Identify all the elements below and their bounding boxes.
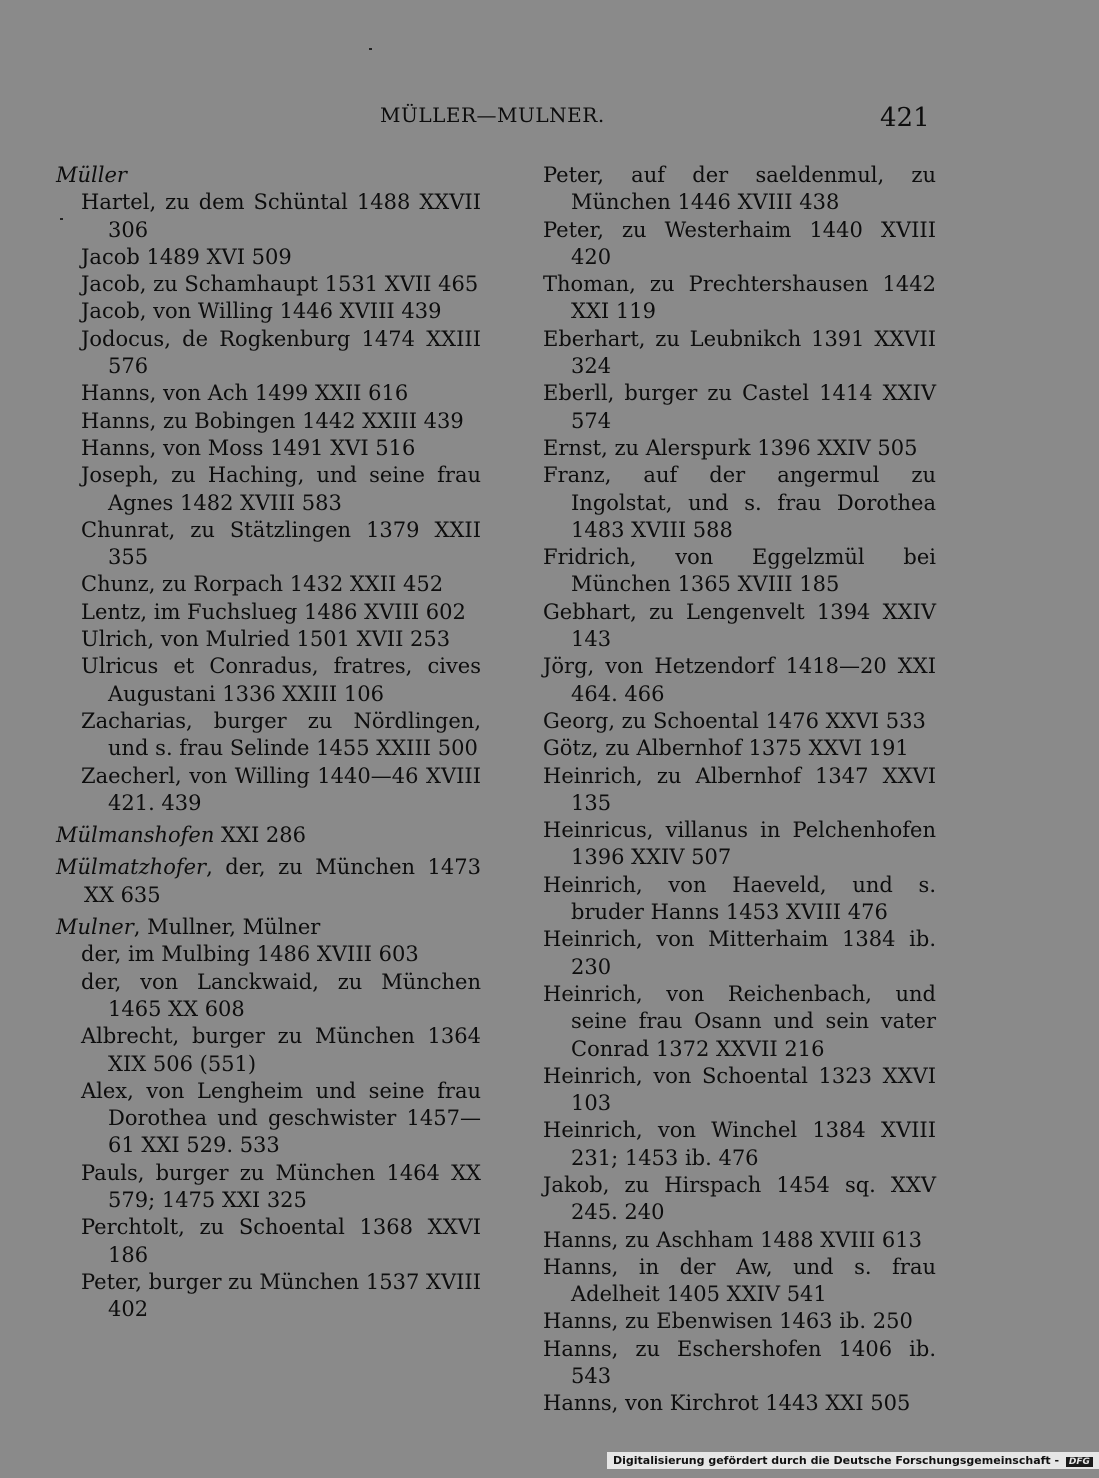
index-sub-entry: Zaecherl, von Willing 1440—46 XVIII 421. 439 [81,763,481,815]
index-sub-entry: Pauls, burger zu München 1464 XX 579; 1475 XXI 325 [81,1160,481,1212]
entry-headword: Mülmanshofen [56,823,215,848]
index-sub-entry: Hanns, von Moss 1491 XVI 516 [81,435,416,460]
entry-headword: Mülmatzhofer [56,855,207,880]
scan-speck [369,48,372,50]
index-sub-entry: Jacob, zu Schamhaupt 1531 XVII 465 [81,272,479,297]
page-header-title: MÜLLER—MULNER. [380,103,605,127]
index-sub-entry: Hartel, zu dem Schüntal 1488 XXVII 306 [81,190,481,242]
left-column [56,162,481,1323]
footer-credit [607,1452,1099,1469]
index-entry: Georg, zu Schoental 1476 XXVI 533 [543,708,926,733]
index-head-entry [56,822,481,849]
index-sub-entry: Albrecht, burger zu München 1364 XIX 506 (551) [81,1024,481,1076]
entry-headword: Müller [56,163,127,187]
scan-speck [60,218,63,220]
index-sub-entry: Alex, von Lengheim und seine frau Dorothea und geschwister 1457—61 XXI 529. 533 [81,1078,481,1158]
page-number: 421 [880,103,930,133]
index-entry: Peter, zu Westerhaim 1440 XVIII 420 [543,217,936,269]
index-entry: Götz, zu Albernhof 1375 XXVI 191 [543,736,909,761]
index-head-entry [56,162,481,189]
entry-text: , der, zu München 1473 XX 635 [84,855,481,907]
footer-text: Digitalisierung gefördert durch die Deutsche Forschungsgemeinschaft - [613,1454,1060,1467]
index-entry: Heinricus, villanus in Pelchenhofen 1396 XXIV 507 [543,818,936,870]
index-entry: Heinrich, zu Albernhof 1347 XXVI 135 [543,763,936,815]
entry-text: XXI 286 [214,823,307,848]
right-column [543,162,936,1418]
index-entry: Ernst, zu Alerspurk 1396 XXIV 505 [543,435,918,460]
index-entry: Franz, auf der angermul zu Ingolstat, und s. frau Dorothea 1483 XVIII 588 [543,463,936,542]
index-head-entry [56,854,481,909]
index-sub-entry: Chunz, zu Rorpach 1432 XXII 452 [81,572,444,597]
index-entry: Jörg, von Hetzendorf 1418—20 XXI 464. 466 [543,654,936,706]
index-sub-entry: der, von Lanckwaid, zu München 1465 XX 608 [81,969,481,1021]
index-entry: Heinrich, von Schoental 1323 XXVI 103 [543,1063,936,1116]
entry-text: , Mullner, Mülner [133,915,321,940]
index-sub-entry: Chunrat, zu Stätzlingen 1379 XXII 355 [81,517,481,570]
index-sub-entry: Zacharias, burger zu Nördlingen, und s. frau Selinde 1455 XXIII 500 [81,708,481,761]
index-sub-entry: Ulrich, von Mulried 1501 XVII 253 [81,627,451,652]
index-sub-entry: Peter, burger zu München 1537 XVIII 402 [81,1269,482,1322]
index-entry: Eberhart, zu Leubnikch 1391 XXVII 324 [543,326,936,379]
index-entry: Jakob, zu Hirspach 1454 sq. XXV 245. 240 [543,1172,936,1225]
index-entry: Hanns, zu Ebenwisen 1463 ib. 250 [543,1309,913,1334]
index-entry: Heinrich, von Winchel 1384 XVIII 231; 1453 ib. 476 [543,1118,936,1170]
index-head-entry [56,914,481,941]
index-sub-entry: Ulricus et Conradus, fratres, cives Augustani 1336 XXIII 106 [81,654,481,706]
index-entry: Hanns, in der Aw, und s. frau Adelheit 1405 XXIV 541 [543,1254,936,1307]
index-sub-entry: Joseph, zu Haching, und seine frau Agnes 1482 XVIII 583 [81,463,481,515]
index-entry: Hanns, von Kirchrot 1443 XXI 505 [543,1391,911,1416]
index-sub-entry: Perchtolt, zu Schoental 1368 XXVI 186 [81,1215,481,1267]
index-entry: Peter, auf der saeldenmul, zu München 1446 XVIII 438 [543,163,936,215]
index-sub-entry: der, im Mulbing 1486 XVIII 603 [81,942,419,967]
index-entry: Hanns, zu Eschershofen 1406 ib. 543 [543,1336,936,1389]
index-entry: Fridrich, von Eggelzmül bei München 1365 XVIII 185 [543,545,936,597]
index-entry: Heinrich, von Mitterhaim 1384 ib. 230 [543,927,936,979]
index-sub-entry: Jodocus, de Rogkenburg 1474 XXIII 576 [81,326,481,379]
index-entry: Heinrich, von Haeveld, und s. bruder Hanns 1453 XVIII 476 [543,872,936,925]
index-entry: Gebhart, zu Lengenvelt 1394 XXIV 143 [543,599,936,652]
index-sub-entry: Jacob 1489 XVI 509 [81,244,292,269]
index-entry: Heinrich, von Reichenbach, und seine frau Osann und sein vater Conrad 1372 XXVII 216 [543,981,936,1061]
index-entry: Eberll, burger zu Castel 1414 XXIV 574 [543,381,936,433]
dfg-logo: DFG [1066,1457,1093,1467]
index-entry: Hanns, zu Aschham 1488 XVIII 613 [543,1227,923,1252]
entry-headword: Mulner [56,915,134,940]
index-sub-entry: Hanns, zu Bobingen 1442 XXIII 439 [81,408,464,433]
index-entry: Thoman, zu Prechtershausen 1442 XXI 119 [543,272,936,324]
index-sub-entry: Hanns, von Ach 1499 XXII 616 [81,381,409,406]
index-sub-entry: Jacob, von Willing 1446 XVIII 439 [81,299,442,324]
index-sub-entry: Lentz, im Fuchslueg 1486 XVIII 602 [81,599,466,624]
